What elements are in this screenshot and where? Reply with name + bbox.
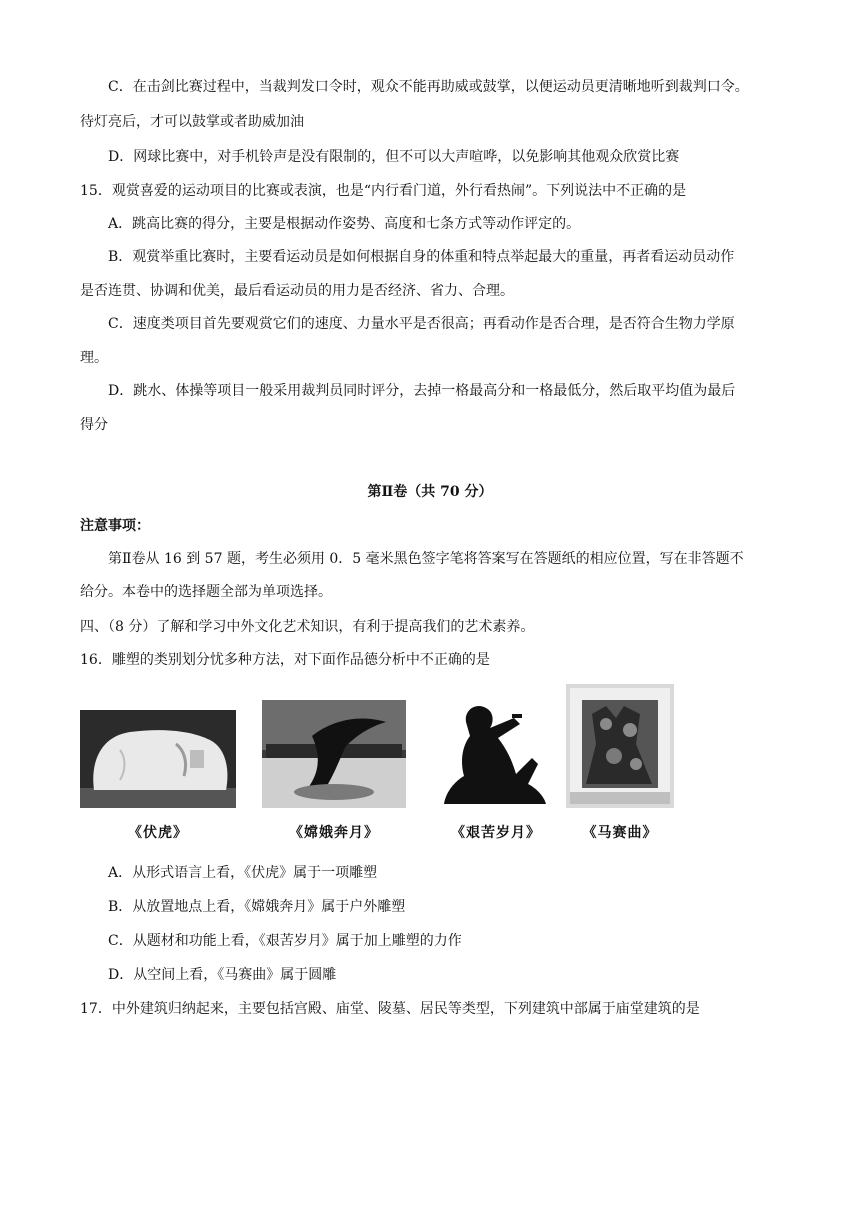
q15-option-a: A．跳高比赛的得分，主要是根据动作姿势、高度和七条方式等动作评定的。 xyxy=(108,216,581,232)
notice-line2: 给分。本卷中的选择题全部为单项选择。 xyxy=(80,584,332,600)
caption-jianku: 《艰苦岁月》 xyxy=(451,825,541,841)
q15-option-c-line2: 理。 xyxy=(80,350,108,366)
sculpture-photo-change xyxy=(262,700,406,808)
caption-fuhu: 《伏虎》 xyxy=(128,825,188,841)
q15-option-b-line2: 是否连贯、协调和优美，最后看运动员的用力是否经济、省力、合理。 xyxy=(80,283,514,299)
q15-option-d-line2: 得分 xyxy=(80,417,108,433)
caption-masaiqu: 《马赛曲》 xyxy=(582,825,658,841)
q15-option-c-line1: C．速度类项目首先要观赏它们的速度、力量水平是否很高；再看动作是否合理，是否符合生物力学原 xyxy=(108,316,735,332)
section-title: 第Ⅱ卷（共 70 分） xyxy=(367,484,493,500)
caption-change: 《嫦娥奔月》 xyxy=(289,825,379,841)
q16-option-b: B．从放置地点上看，《嫦娥奔月》属于户外雕塑 xyxy=(108,899,406,915)
question-15: 15．观赏喜爱的运动项目的比赛或表演，也是“内行看门道，外行看热闹”。下列说法中不正确的是 xyxy=(80,183,687,199)
sculpture-photo-jianku xyxy=(436,688,556,808)
sculpture-photo-masaiqu xyxy=(566,684,674,808)
notice-label: 注意事项： xyxy=(80,518,150,534)
sculpture-figure xyxy=(80,684,680,844)
notice-line1: 第Ⅱ卷从 16 到 57 题，考生必须用 0．5 毫米黑色签字笔将答案写在答题纸的相应位置，写在非答题不 xyxy=(108,551,744,567)
question-16: 16．雕塑的类别划分忧多种方法，对下面作品德分析中不正确的是 xyxy=(80,652,490,668)
sculpture-photo-fuhu xyxy=(80,710,236,808)
q14-option-c-line2: 待灯亮后，才可以鼓掌或者助威加油 xyxy=(80,114,304,130)
question-17: 17．中外建筑归纳起来，主要包括宫殿、庙堂、陵墓、居民等类型，下列建筑中部属于庙堂建筑的是 xyxy=(80,1001,700,1017)
q15-option-b-line1: B．观赏举重比赛时，主要看运动员是如何根据自身的体重和特点举起最大的重量，再者看运动员动作 xyxy=(108,249,735,265)
q16-option-a: A．从形式语言上看，《伏虎》属于一项雕塑 xyxy=(108,865,378,881)
q16-option-d: D．从空间上看，《马赛曲》属于圆雕 xyxy=(108,967,337,983)
q16-option-c: C．从题材和功能上看，《艰苦岁月》属于加上雕塑的力作 xyxy=(108,933,462,949)
q14-option-d: D．网球比赛中，对手机铃声是没有限制的，但不可以大声喧哗，以免影响其他观众欣赏比赛 xyxy=(108,149,680,165)
q14-option-c-line1: C．在击剑比赛过程中，当裁判发口令时，观众不能再助威或鼓掌，以便运动员更清晰地听到裁判口令。 xyxy=(108,79,749,95)
q15-option-d-line1: D．跳水、体操等项目一般采用裁判员同时评分，去掉一格最高分和一格最低分，然后取平均值为最后 xyxy=(108,383,736,399)
part-four-heading: 四、（8 分）了解和学习中外文化艺术知识，有利于提高我们的艺术素养。 xyxy=(80,619,535,635)
